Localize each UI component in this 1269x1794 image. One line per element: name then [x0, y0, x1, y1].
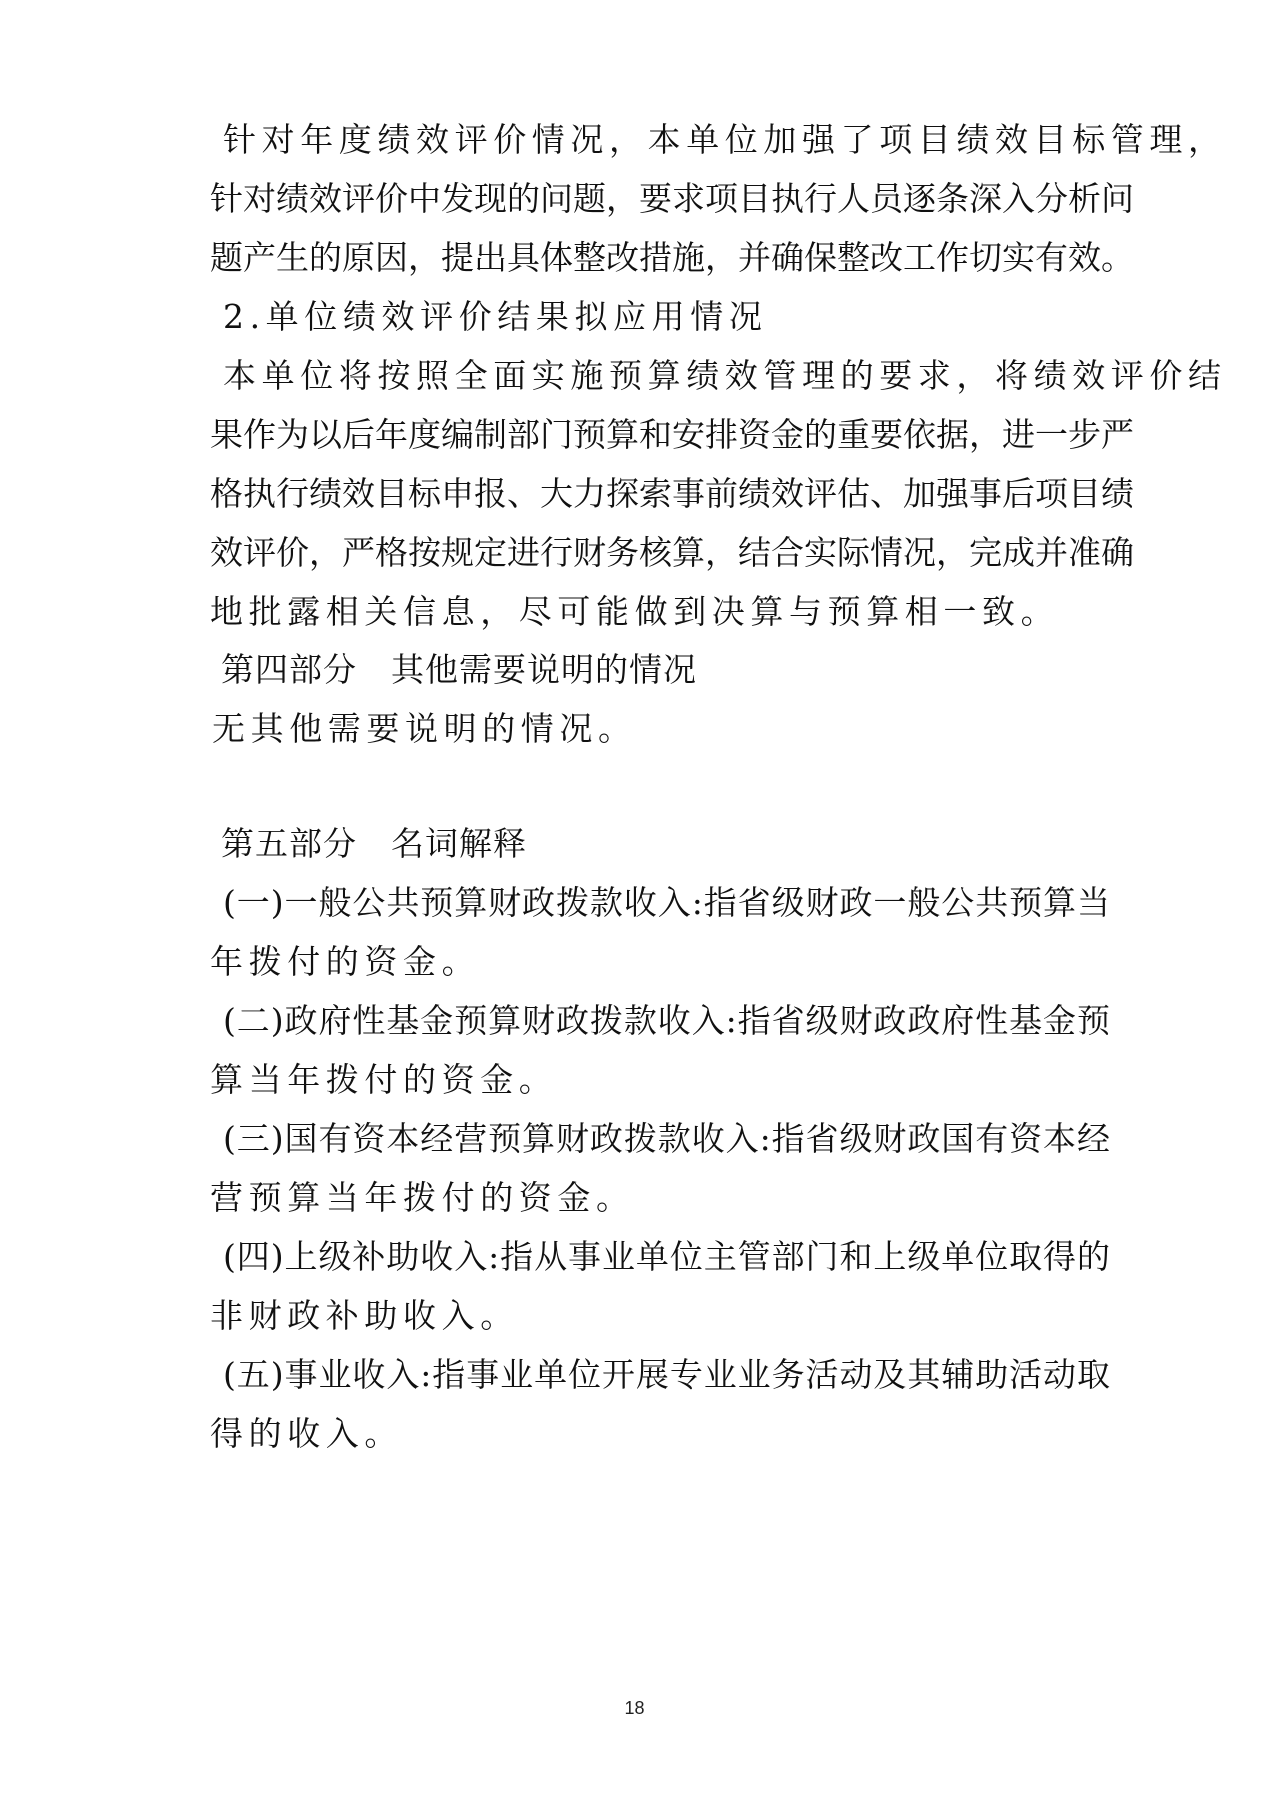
definition-3-line-1: (三)国有资本经营预算财政拨款收入:指省级财政国有资本经 — [223, 1119, 1110, 1158]
paragraph-1-line-1: 针对年度绩效评价情况，本单位加强了项目绩效目标管理， — [223, 120, 1227, 159]
paragraph-3-line-5: 地批露相关信息，尽可能做到决算与预算相一致。 — [210, 592, 1060, 631]
definition-5-line-2: 得的收入。 — [210, 1414, 403, 1453]
definition-2-line-1: (二)政府性基金预算财政拨款收入:指省级财政政府性基金预 — [223, 1001, 1110, 1040]
definition-2-line-2: 算当年拨付的资金。 — [210, 1060, 558, 1099]
page-number: 18 — [624, 1698, 645, 1718]
definition-4-line-2: 非财政补助收入。 — [210, 1296, 519, 1335]
section-4-heading: 第四部分 其他需要说明的情况 — [221, 650, 697, 689]
paragraph-3-line-2: 果作为以后年度编制部门预算和安排资金的重要依据，进一步严 — [210, 415, 1134, 454]
section-4-body: 无其他需要说明的情况。 — [212, 709, 637, 748]
definition-4-line-1: (四)上级补助收入:指从事业单位主管部门和上级单位取得的 — [223, 1237, 1110, 1276]
paragraph-3-line-4: 效评价，严格按规定进行财务核算，结合实际情况，完成并准确 — [210, 533, 1134, 572]
paragraph-1-line-3: 题产生的原因，提出具体整改措施，并确保整改工作切实有效。 — [210, 238, 1134, 277]
paragraph-1-line-2: 针对绩效评价中发现的问题，要求项目执行人员逐条深入分析问 — [210, 179, 1134, 218]
paragraph-3-line-3: 格执行绩效目标申报、大力探索事前绩效评估、加强事后项目绩 — [210, 474, 1134, 513]
paragraph-3-line-1: 本单位将按照全面实施预算绩效管理的要求，将绩效评价结 — [223, 356, 1227, 395]
definition-1-line-1: (一)一般公共预算财政拨款收入:指省级财政一般公共预算当 — [223, 883, 1110, 922]
paragraph-2-line-1: 2.单位绩效评价结果拟应用情况 — [223, 297, 768, 336]
definition-5-line-1: (五)事业收入:指事业单位开展专业业务活动及其辅助活动取 — [223, 1355, 1110, 1394]
section-5-heading: 第五部分 名词解释 — [221, 824, 527, 863]
definition-3-line-2: 营预算当年拨付的资金。 — [210, 1178, 635, 1217]
definition-1-line-2: 年拨付的资金。 — [210, 942, 481, 981]
